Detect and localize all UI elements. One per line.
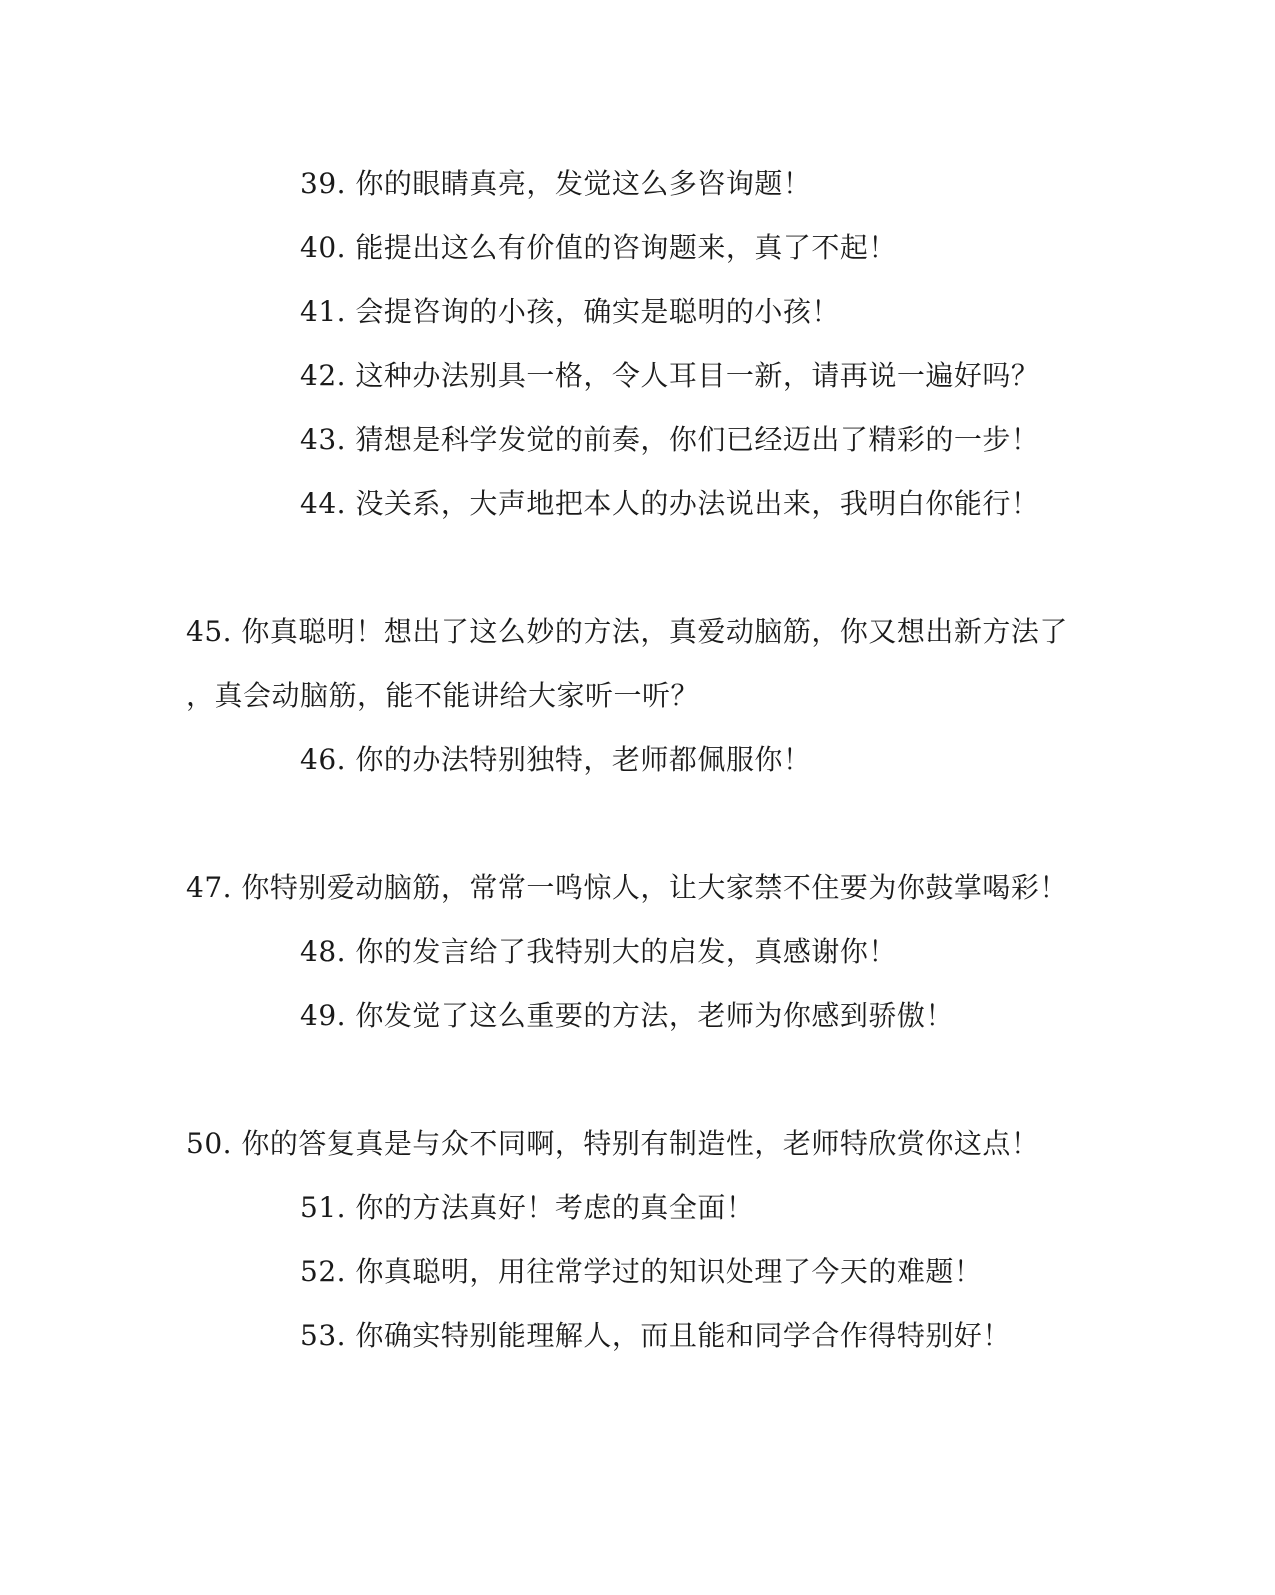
praise-line-42: 42. 这种办法别具一格，令人耳目一新，请再说一遍好吗？: [300, 359, 1040, 392]
praise-line-48: 48. 你的发言给了我特别大的启发，真感谢你！: [300, 935, 897, 968]
praise-line-40: 40. 能提出这么有价值的咨询题来，真了不起！: [300, 231, 897, 264]
praise-line-41: 41. 会提咨询的小孩，确实是聪明的小孩！: [300, 295, 840, 328]
praise-line-52: 52. 你真聪明，用往常学过的知识处理了今天的难题！: [300, 1255, 983, 1288]
praise-line-51: 51. 你的方法真好！考虑的真全面！: [300, 1191, 755, 1224]
praise-line-50: 50. 你的答复真是与众不同啊，特别有制造性，老师特欣赏你这点！: [186, 1127, 1040, 1160]
praise-line-43: 43. 猜想是科学发觉的前奏，你们已经迈出了精彩的一步！: [300, 423, 1040, 456]
praise-line-47: 47. 你特别爱动脑筋，常常一鸣惊人，让大家禁不住要为你鼓掌喝彩！: [186, 871, 1068, 904]
praise-line-44: 44. 没关系，大声地把本人的办法说出来，我明白你能行！: [300, 487, 1040, 520]
praise-line-46: 46. 你的办法特别独特，老师都佩服你！: [300, 743, 812, 776]
praise-line-45-continued: ，真会动脑筋，能不能讲给大家听一听？: [186, 679, 700, 712]
praise-line-39: 39. 你的眼睛真亮，发觉这么多咨询题！: [300, 167, 812, 200]
praise-line-45: 45. 你真聪明！想出了这么妙的方法，真爱动脑筋，你又想出新方法了: [186, 615, 1068, 648]
praise-line-49: 49. 你发觉了这么重要的方法，老师为你感到骄傲！: [300, 999, 954, 1032]
praise-line-53: 53. 你确实特别能理解人，而且能和同学合作得特别好！: [300, 1319, 1011, 1352]
